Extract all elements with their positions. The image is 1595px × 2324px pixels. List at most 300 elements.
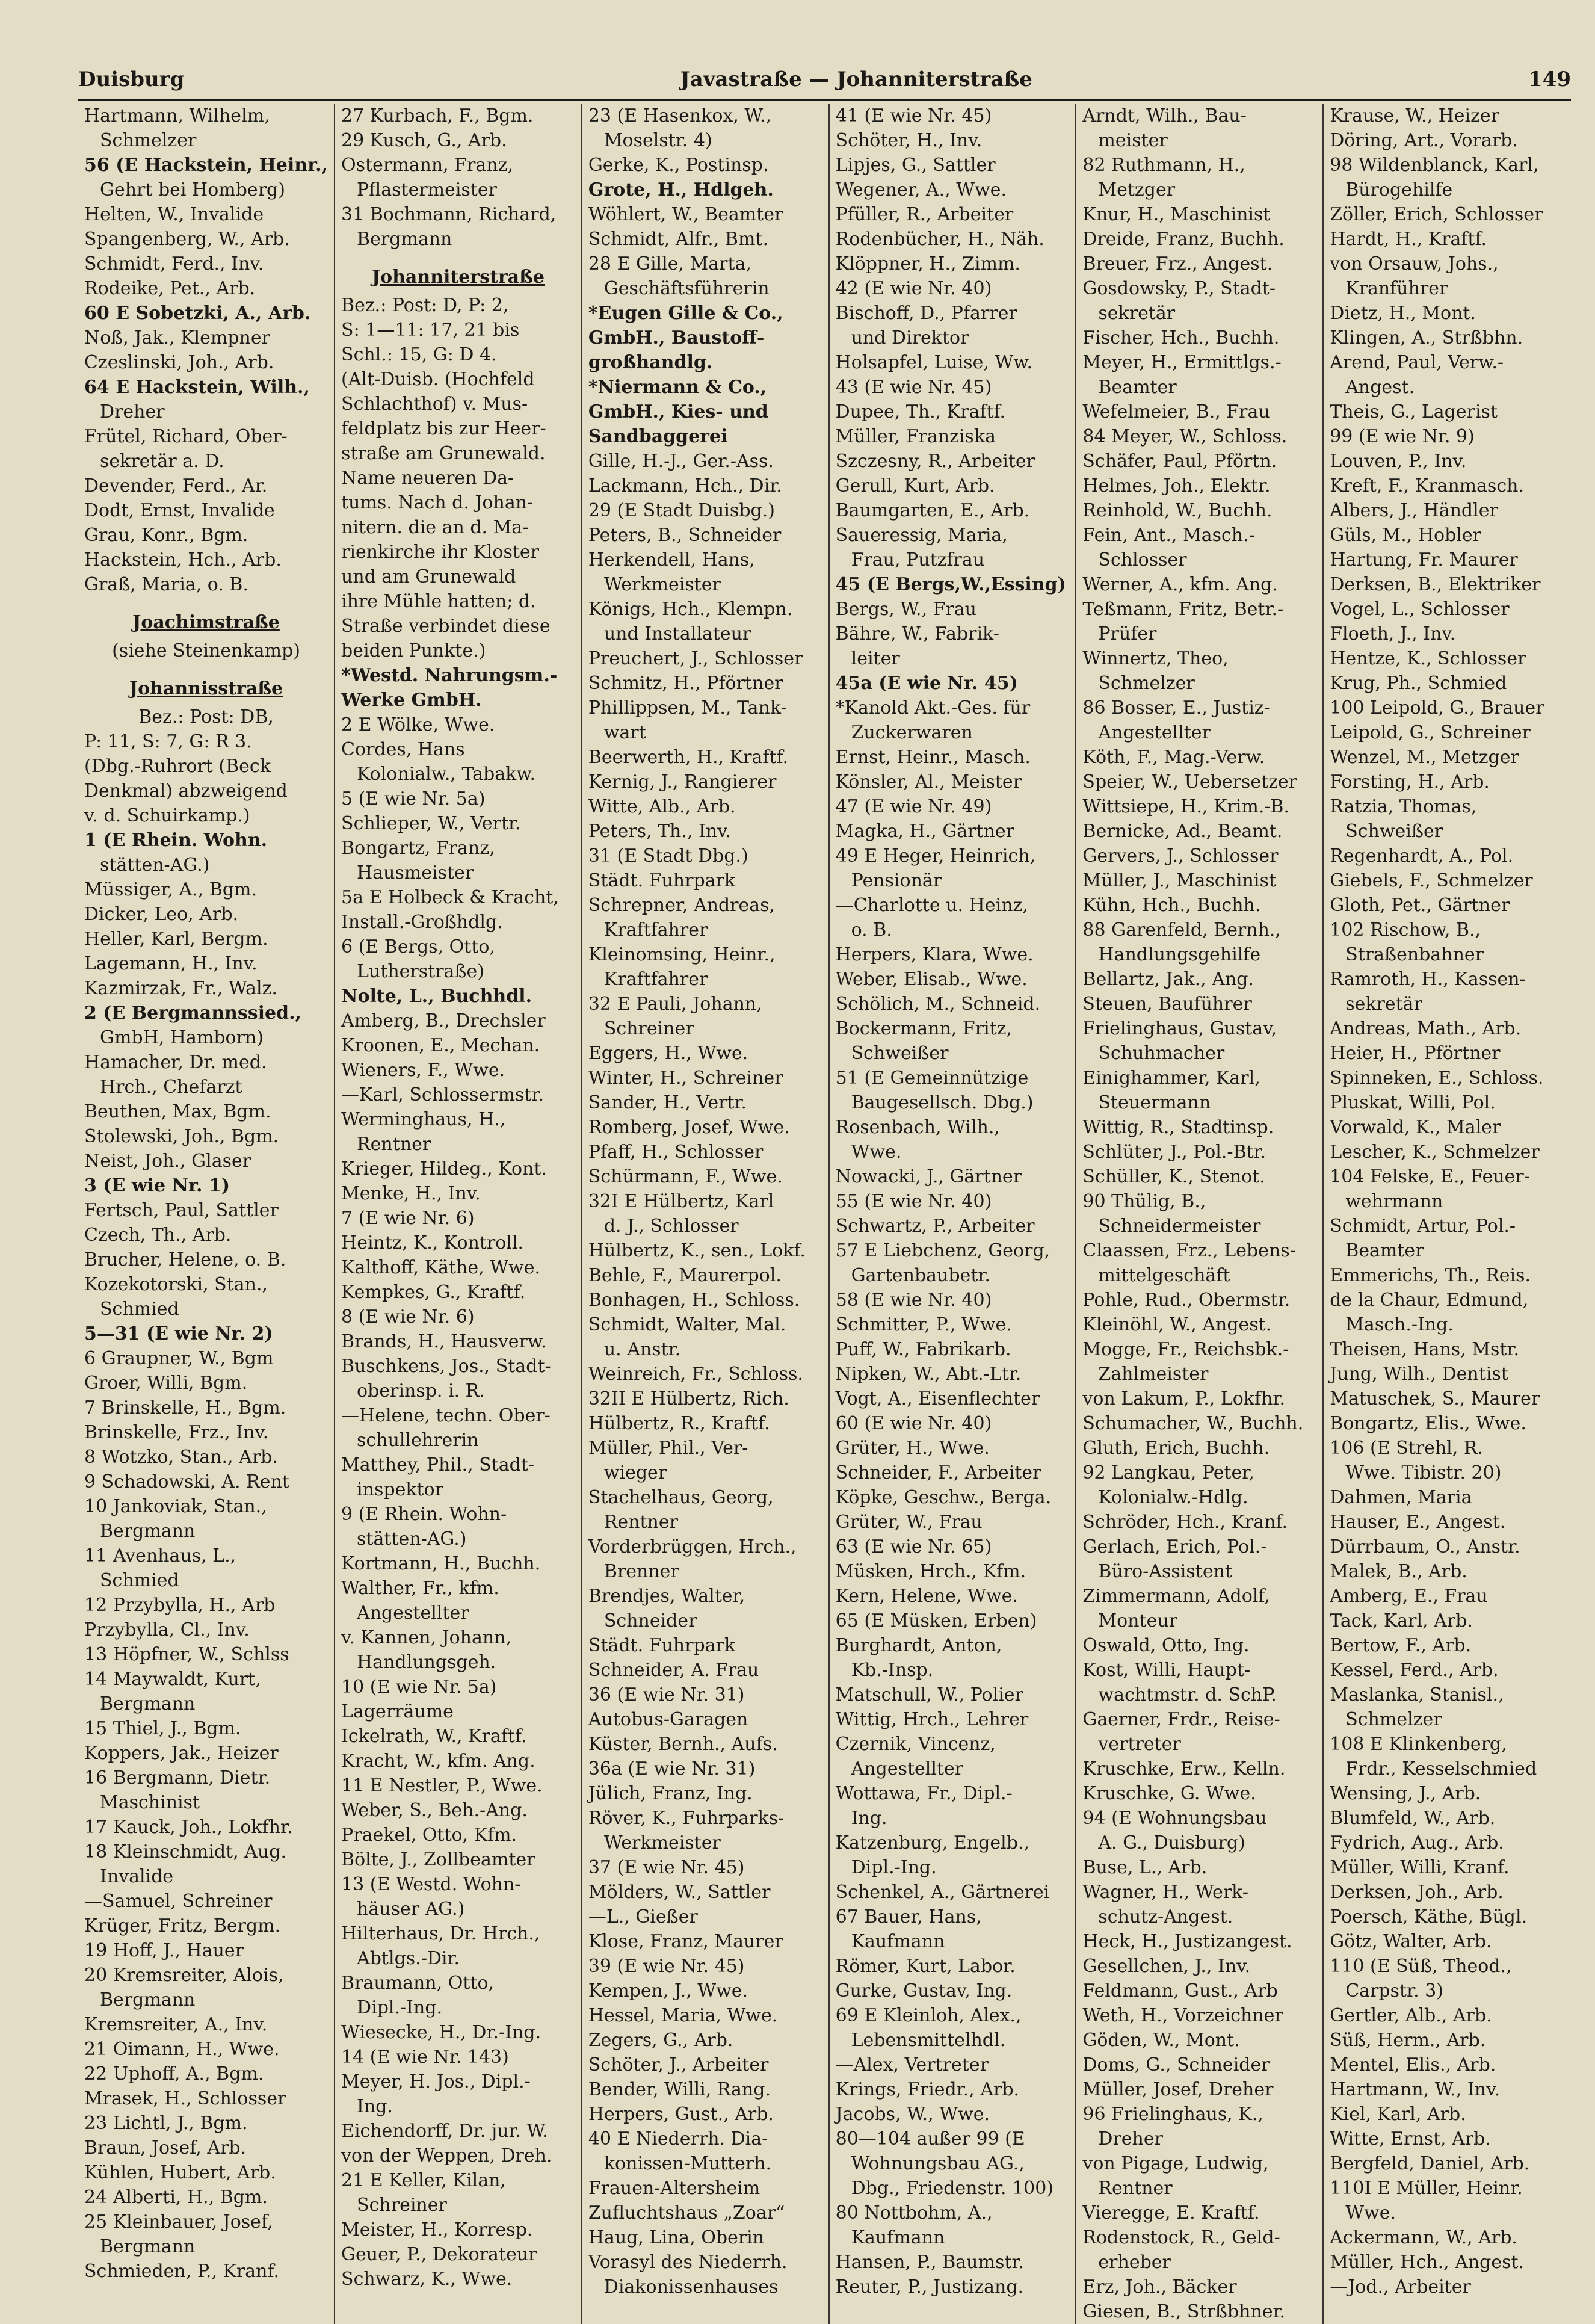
street-heading: Johanniterstraße xyxy=(371,267,545,288)
directory-line: 28 E Gille, Marta, xyxy=(588,253,751,274)
directory-line: Gerull, Kurt, Arb. xyxy=(835,475,995,496)
directory-line: konissen-Mutterh. xyxy=(603,2153,772,2174)
directory-line: Frauen-Altersheim xyxy=(588,2178,760,2199)
directory-line: Kraftfahrer xyxy=(603,919,708,941)
directory-line: Könsler, Al., Meister xyxy=(835,771,1022,793)
directory-line: Schlachthof) v. Mus- xyxy=(341,394,528,415)
directory-line: Wiesecke, H., Dr.-Ing. xyxy=(341,2022,541,2043)
directory-line: Wegener, A., Wwe. xyxy=(835,179,1007,200)
directory-line: 110 (E Süß, Theod., xyxy=(1330,1956,1512,1977)
directory-line: 32 E Pauli, Johann, xyxy=(588,994,762,1015)
directory-line: Sander, H., Vertr. xyxy=(588,1092,747,1113)
directory-line: Regenhardt, A., Pol. xyxy=(1330,845,1514,867)
directory-line: Schlüter, J., Pol.-Btr. xyxy=(1082,1142,1266,1163)
directory-line: Schuhmacher xyxy=(1098,1043,1225,1064)
directory-line: ihre Mühle hatten; d. xyxy=(341,591,536,612)
directory-line: Matthey, Phil., Stadt- xyxy=(341,1454,535,1476)
directory-line: Hauser, E., Angest. xyxy=(1330,1512,1506,1533)
directory-line: Beamter xyxy=(1098,377,1177,398)
directory-line: Czech, Th., Arb. xyxy=(84,1225,232,1246)
directory-line: Ramroth, H., Kassen- xyxy=(1330,969,1526,990)
header-page-number: 149 xyxy=(1528,67,1571,91)
directory-line: Werkmeister xyxy=(603,574,721,595)
directory-line: Schürmann, F., Wwe. xyxy=(588,1166,783,1187)
directory-line: 37 (E wie Nr. 45) xyxy=(588,1857,745,1878)
directory-line: Masch.-Ing. xyxy=(1345,1314,1454,1335)
directory-line: Fertsch, Paul, Sattler xyxy=(84,1200,279,1221)
directory-line: 22 Uphoff, A., Bgm. xyxy=(84,2063,264,2084)
directory-line: schullehrerin xyxy=(357,1430,479,1451)
directory-line: Fydrich, Aug., Arb. xyxy=(1330,1832,1504,1853)
directory-line: Weber, S., Beh.-Ang. xyxy=(341,1800,528,1821)
directory-line: Moselstr. 4) xyxy=(603,130,712,151)
directory-line: Noß, Jak., Klempner xyxy=(84,327,270,348)
directory-line: 16 Bergmann, Dietr. xyxy=(84,1767,271,1788)
directory-line: Bellartz, Jak., Ang. xyxy=(1082,969,1254,990)
directory-line: stätten-AG.) xyxy=(100,855,210,876)
directory-line: Krieger, Hildeg., Kont. xyxy=(341,1158,547,1179)
directory-line: Floeth, J., Inv. xyxy=(1330,623,1456,644)
directory-line: Dipl.-Ing. xyxy=(357,1997,443,2018)
directory-line: Ackermann, W., Arb. xyxy=(1330,2227,1517,2248)
directory-line: 11 Avenhaus, L., xyxy=(84,1545,236,1566)
directory-line: Wittig, R., Stadtinsp. xyxy=(1082,1117,1274,1138)
directory-line: Schölich, M., Schneid. xyxy=(835,994,1041,1015)
directory-line: Hamacher, Dr. med. xyxy=(84,1052,267,1073)
directory-line: 13 (E Westd. Wohn- xyxy=(341,1874,521,1895)
directory-line: Cordes, Hans xyxy=(341,739,465,760)
directory-line: Lutherstraße) xyxy=(357,961,484,982)
directory-line: Arend, Paul, Verw.- xyxy=(1330,352,1504,373)
directory-line: straße am Grunewald. xyxy=(341,443,546,464)
directory-line: Name neueren Da- xyxy=(341,468,514,489)
directory-line: Jacobs, W., Wwe. xyxy=(835,2104,990,2125)
directory-line: Hülbertz, R., Kraftf. xyxy=(588,1413,770,1434)
directory-line: Kraftfahrer xyxy=(603,969,708,990)
directory-line: 60 (E wie Nr. 40) xyxy=(835,1413,992,1434)
directory-line: 10 Jankoviak, Stan., xyxy=(84,1496,267,1517)
directory-line: Abtlgs.-Dir. xyxy=(357,1948,460,1969)
directory-line: Albers, J., Händler xyxy=(1330,500,1498,521)
directory-line: 80—104 außer 99 (E xyxy=(835,2128,1025,2149)
directory-line: Giebels, F., Schmelzer xyxy=(1330,870,1533,891)
directory-line: 12 Przybylla, H., Arb xyxy=(84,1595,276,1616)
directory-line: 23 Lichtl, J., Bgm. xyxy=(84,2113,248,2134)
directory-line: Gille, H.-J., Ger.-Ass. xyxy=(588,451,774,472)
directory-line: Helmes, Joh., Elektr. xyxy=(1082,475,1271,496)
directory-line: nitern. die an d. Ma- xyxy=(341,517,529,538)
directory-line: Rentner xyxy=(357,1134,431,1155)
directory-line: u. Anstr. xyxy=(603,1339,681,1360)
directory-line: Müller, J., Maschinist xyxy=(1082,870,1276,891)
directory-line: Devender, Ferd., Ar. xyxy=(84,475,268,496)
directory-line: tums. Nach d. Johan- xyxy=(341,492,534,513)
directory-line: *Eugen Gille & Co., xyxy=(588,303,783,324)
directory-line: Rentner xyxy=(603,1512,678,1533)
directory-line: Dietz, H., Mont. xyxy=(1330,303,1476,324)
directory-line: Schöter, J., Arbeiter xyxy=(588,2054,769,2075)
directory-line: Hackstein, Hch., Arb. xyxy=(84,549,282,570)
directory-line: Graß, Maria, o. B. xyxy=(84,574,248,595)
directory-line: 106 (E Strehl, R. xyxy=(1330,1438,1483,1459)
directory-line: Römer, Kurt, Labor. xyxy=(835,1956,1016,1977)
directory-line: Kolonialw.-Hdlg. xyxy=(1098,1487,1248,1508)
directory-line: Grüter, W., Frau xyxy=(835,1512,983,1533)
directory-line: Kb.-Insp. xyxy=(851,1660,934,1681)
directory-line: Schneider, A. Frau xyxy=(588,1660,759,1681)
directory-line: Gehrt bei Homberg) xyxy=(100,179,285,200)
directory-line: Winnertz, Theo, xyxy=(1082,648,1229,669)
directory-line: von Pigage, Ludwig, xyxy=(1082,2153,1269,2174)
directory-line: Hausmeister xyxy=(357,862,474,883)
directory-line: Nolte, L., Buchhdl. xyxy=(341,986,532,1007)
directory-line: 5a E Holbeck & Kracht, xyxy=(341,887,559,908)
directory-line: Monteur xyxy=(1098,1610,1177,1631)
directory-line: 8 (E wie Nr. 6) xyxy=(341,1306,475,1327)
header-rule xyxy=(78,99,1571,101)
directory-line: Jülich, Franz, Ing. xyxy=(588,1783,753,1804)
directory-line: Theis, G., Lagerist xyxy=(1330,401,1498,422)
directory-line: Nipken, W., Abt.-Ltr. xyxy=(835,1364,1022,1385)
directory-line: Menke, H., Inv. xyxy=(341,1183,481,1204)
directory-line: v. Kannen, Johann, xyxy=(341,1627,512,1648)
directory-line: Klingen, A., Strßbhn. xyxy=(1330,327,1523,348)
directory-line: Matschull, W., Polier xyxy=(835,1684,1023,1705)
directory-line: Autobus-Garagen xyxy=(588,1709,748,1730)
directory-line: 64 E Hackstein, Wilh., xyxy=(84,377,310,398)
directory-line: leiter xyxy=(851,648,900,669)
directory-line: Schenkel, A., Gärtnerei xyxy=(835,1882,1050,1903)
directory-line: Kreft, F., Kranmasch. xyxy=(1330,475,1525,496)
directory-line: Gesellchen, J., Inv. xyxy=(1082,1956,1251,1977)
directory-line: Nowacki, J., Gärtner xyxy=(835,1166,1022,1187)
directory-line: Reuter, P., Justizang. xyxy=(835,2276,1024,2298)
directory-line: Maslanka, Stanisl., xyxy=(1330,1684,1504,1705)
directory-line: 45 (E Bergs,W.,Essing) xyxy=(835,574,1066,595)
directory-line: Kernig, J., Rangierer xyxy=(588,771,777,793)
directory-line: Kern, Helene, Wwe. xyxy=(835,1586,1018,1607)
directory-line: Emmerichs, Th., Reis. xyxy=(1330,1265,1531,1286)
directory-line: Forsting, H., Arb. xyxy=(1330,771,1490,793)
directory-line: 18 Kleinschmidt, Aug. xyxy=(84,1841,287,1862)
directory-line: Gerlach, Erich, Pol.- xyxy=(1082,1536,1267,1557)
directory-line: 98 Wildenblanck, Karl, xyxy=(1330,155,1539,176)
directory-line: Schneidermeister xyxy=(1098,1216,1261,1237)
directory-line: Vogt, A., Eisenflechter xyxy=(835,1388,1040,1409)
directory-line: Schmieden, P., Kranf. xyxy=(84,2261,280,2282)
directory-line: Schreiner xyxy=(603,1018,694,1039)
directory-line: 86 Bosser, E., Justiz- xyxy=(1082,697,1270,719)
directory-line: erheber xyxy=(1098,2252,1171,2273)
directory-line: Baugesellsch. Dbg.) xyxy=(851,1092,1034,1113)
directory-line: 58 (E wie Nr. 40) xyxy=(835,1290,992,1311)
directory-line: Buse, L., Arb. xyxy=(1082,1857,1208,1878)
directory-line: Werner, A., kfm. Ang. xyxy=(1082,574,1278,595)
directory-line: von Lakum, P., Lokfhr. xyxy=(1082,1388,1285,1409)
directory-line: Tack, Karl, Arb. xyxy=(1330,1610,1473,1631)
directory-line: 104 Felske, E., Feuer- xyxy=(1330,1166,1530,1187)
directory-line: Lackmann, Hch., Dir. xyxy=(588,475,782,496)
directory-line: 36 (E wie Nr. 31) xyxy=(588,1684,745,1705)
directory-line: Kortmann, H., Buchh. xyxy=(341,1553,541,1574)
directory-line: Schwarz, K., Wwe. xyxy=(341,2269,513,2290)
directory-line: 20 Kremsreiter, Alois, xyxy=(84,1965,284,1986)
directory-line: P: 11, S: 7, G: R 3. xyxy=(84,731,252,752)
directory-line: 56 (E Hackstein, Heinr., xyxy=(84,155,329,176)
directory-line: Kühlen, Hubert, Arb. xyxy=(84,2162,276,2183)
directory-line: wart xyxy=(603,722,646,743)
directory-line: Rodeike, Pet., Arb. xyxy=(84,278,256,299)
directory-line: Hartmann, W., Inv. xyxy=(1330,2079,1500,2100)
directory-line: Rentner xyxy=(1098,2178,1173,2199)
directory-line: 14 Maywaldt, Kurt, xyxy=(84,1669,261,1690)
directory-line: —Karl, Schlossermstr. xyxy=(341,1084,545,1105)
directory-line: A. G., Duisburg) xyxy=(1098,1832,1245,1853)
directory-line: Bonhagen, H., Schloss. xyxy=(588,1290,800,1311)
directory-line: Pluskat, Willi, Pol. xyxy=(1330,1092,1496,1113)
directory-line: Louven, P., Inv. xyxy=(1330,451,1467,472)
directory-line: Oswald, Otto, Ing. xyxy=(1082,1635,1250,1656)
directory-line: Kruschke, Erw., Kelln. xyxy=(1082,1758,1286,1779)
directory-line: Install.-Großhdlg. xyxy=(341,912,503,933)
directory-line: Schumacher, W., Buchh. xyxy=(1082,1413,1304,1434)
directory-line: Przybylla, Cl., Inv. xyxy=(84,1619,250,1640)
directory-line: schutz-Angest. xyxy=(1098,1906,1233,1927)
directory-line: Derksen, Joh., Arb. xyxy=(1330,1882,1504,1903)
directory-line: Brenner xyxy=(603,1561,679,1582)
directory-line: Meyer, H. Jos., Dipl.- xyxy=(341,2071,531,2092)
directory-line: 23 (E Hasenkox, W., xyxy=(588,105,772,126)
directory-line: Beamter xyxy=(1345,1240,1424,1261)
directory-line: Rodenbücher, H., Näh. xyxy=(835,229,1044,250)
directory-line: Zöller, Erich, Schlosser xyxy=(1330,204,1543,225)
directory-line: Bergfeld, Daniel, Arb. xyxy=(1330,2153,1530,2174)
directory-line: Walther, Fr., kfm. xyxy=(341,1578,499,1599)
directory-line: 102 Rischow, B., xyxy=(1330,919,1481,941)
directory-line: 11 E Nestler, P., Wwe. xyxy=(341,1775,543,1796)
directory-line: 13 Höpfner, W., Schlss xyxy=(84,1644,289,1665)
directory-line: Feldmann, Gust., Arb xyxy=(1082,1980,1278,2001)
directory-line: Pflastermeister xyxy=(357,179,498,200)
directory-line: Schmitter, P., Wwe. xyxy=(835,1314,1012,1335)
directory-line: Herpers, Gust., Arb. xyxy=(588,2104,774,2125)
directory-line: Wottawa, Fr., Dipl.- xyxy=(835,1783,1013,1804)
directory-line: (siehe Steinenkamp) xyxy=(112,640,300,661)
directory-line: 60 E Sobetzki, A., Arb. xyxy=(84,303,311,324)
directory-line: Buschkens, Jos., Stadt- xyxy=(341,1356,551,1377)
directory-line: Behle, F., Maurerpol. xyxy=(588,1265,782,1286)
directory-line: *Kanold Akt.-Ges. für xyxy=(835,697,1031,719)
directory-line: Städt. Fuhrpark xyxy=(588,1635,736,1656)
directory-line: Burghardt, Anton, xyxy=(835,1635,1002,1656)
directory-line: Beuthen, Max, Bgm. xyxy=(84,1101,271,1122)
directory-line: Holsapfel, Luise, Ww. xyxy=(835,352,1033,373)
directory-line: Schlosser xyxy=(1098,549,1187,570)
directory-line: und Direktor xyxy=(851,327,969,348)
directory-line: Gaerner, Frdr., Reise- xyxy=(1082,1709,1280,1730)
directory-line: Schmied xyxy=(100,1570,179,1591)
directory-line: und Installateur xyxy=(603,623,751,644)
directory-line: Köth, F., Mag.-Verw. xyxy=(1082,747,1265,768)
directory-line: 57 E Liebchenz, Georg, xyxy=(835,1240,1050,1261)
directory-line: 31 Bochmann, Richard, xyxy=(341,204,557,225)
directory-line: Dipl.-Ing. xyxy=(851,1857,937,1878)
street-heading: Johannisstraße xyxy=(129,678,283,699)
directory-line: Wittsiepe, H., Krim.-B. xyxy=(1082,796,1290,817)
directory-line: Stolewski, Joh., Bgm. xyxy=(84,1126,279,1147)
directory-line: Angest. xyxy=(1345,377,1415,398)
directory-line: Zahlmeister xyxy=(1098,1364,1209,1385)
directory-line: Gosdowsky, P., Stadt- xyxy=(1082,278,1276,299)
directory-line: Kremsreiter, A., Inv. xyxy=(84,2014,268,2035)
header-street-range: Javastraße — Johanniterstraße xyxy=(680,67,1032,91)
directory-line: 9 (E Rhein. Wohn- xyxy=(341,1504,507,1525)
directory-line: Groer, Willi, Bgm. xyxy=(84,1373,248,1394)
directory-line: Röver, K., Fuhrparks- xyxy=(588,1808,785,1829)
directory-line: Braun, Josef, Arb. xyxy=(84,2137,247,2159)
directory-line: 36a (E wie Nr. 31) xyxy=(588,1758,756,1779)
directory-line: Vogel, L., Schlosser xyxy=(1330,599,1510,620)
directory-line: Ostermann, Franz, xyxy=(341,155,513,176)
directory-line: Lebensmittelhdl. xyxy=(851,2030,1006,2051)
directory-line: sekretär xyxy=(1345,994,1422,1015)
directory-line: Meyer, H., Ermittlgs.- xyxy=(1082,352,1282,373)
directory-line: Kühn, Hch., Buchh. xyxy=(1082,895,1261,916)
directory-line: Hardt, H., Kraftf. xyxy=(1330,229,1487,250)
directory-line: Phillippsen, M., Tank- xyxy=(588,697,787,719)
directory-line: Döring, Art., Vorarb. xyxy=(1330,130,1518,151)
directory-line: Jung, Wilh., Dentist xyxy=(1330,1364,1508,1385)
directory-line: Magka, H., Gärtner xyxy=(835,821,1015,842)
directory-line: 21 E Keller, Kilan, xyxy=(341,2170,506,2191)
directory-line: 7 (E wie Nr. 6) xyxy=(341,1208,475,1229)
directory-line: Doms, G., Schneider xyxy=(1082,2054,1270,2075)
directory-line: *Niermann & Co., xyxy=(588,377,767,398)
directory-line: Wwe. xyxy=(851,1142,902,1163)
directory-line: Dreher xyxy=(100,401,165,422)
directory-line: meister xyxy=(1098,130,1168,151)
directory-line: Wenzel, M., Metzger xyxy=(1330,747,1519,768)
directory-line: Dbg., Friedenstr. 100) xyxy=(851,2178,1054,2199)
directory-line: Brendjes, Walter, xyxy=(588,1586,745,1607)
directory-line: Claassen, Frz., Lebens- xyxy=(1082,1240,1296,1261)
directory-line: Köpke, Geschw., Berga. xyxy=(835,1487,1052,1508)
directory-line: 88 Garenfeld, Bernh., xyxy=(1082,919,1281,941)
directory-line: —Samuel, Schreiner xyxy=(84,1891,273,1912)
directory-line: Brands, H., Hausverw. xyxy=(341,1331,547,1352)
directory-line: Bergs, W., Frau xyxy=(835,599,976,620)
directory-line: Fischer, Hch., Buchh. xyxy=(1082,327,1280,348)
directory-line: Zimmermann, Adolf, xyxy=(1082,1586,1270,1607)
directory-line: von Orsauw, Johs., xyxy=(1330,253,1499,274)
directory-line: Krug, Ph., Schmied xyxy=(1330,673,1507,694)
directory-line: Bertow, F., Arb. xyxy=(1330,1635,1472,1656)
directory-line: Kaufmann xyxy=(851,2227,945,2248)
directory-line: Heier, H., Pförtner xyxy=(1330,1043,1501,1064)
directory-line: rienkirche ihr Kloster xyxy=(341,542,539,563)
directory-line: 24 Alberti, H., Bgm. xyxy=(84,2187,268,2208)
directory-line: Czeslinski, Joh., Arb. xyxy=(84,352,274,373)
directory-line: Kleinöhl, W., Angest. xyxy=(1082,1314,1272,1335)
directory-line: Ernst, Heinr., Masch. xyxy=(835,747,1031,768)
directory-line: 15 Thiel, J., Bgm. xyxy=(84,1718,241,1739)
directory-line: 2 E Wölke, Wwe. xyxy=(341,714,495,735)
directory-line: Müller, Hch., Angest. xyxy=(1330,2252,1525,2273)
directory-line: Kessel, Ferd., Arb. xyxy=(1330,1660,1499,1681)
directory-line: beiden Punkte.) xyxy=(341,640,486,661)
directory-line: 90 Thülig, B., xyxy=(1082,1191,1206,1212)
directory-line: Hartung, Fr. Maurer xyxy=(1330,549,1518,570)
column-3 xyxy=(582,104,830,2324)
directory-line: Heintz, K., Kontroll. xyxy=(341,1232,524,1253)
directory-line: Mentel, Elis., Arb. xyxy=(1330,2054,1496,2075)
directory-line: Hartmann, Wilhelm, xyxy=(84,105,270,126)
directory-line: Lescher, K., Schmelzer xyxy=(1330,1142,1540,1163)
directory-line: Bez.: Post: DB, xyxy=(138,706,274,728)
directory-line: Leipold, G., Schreiner xyxy=(1330,722,1531,743)
directory-line: 21 Oimann, H., Wwe. xyxy=(84,2039,280,2060)
directory-line: oberinsp. i. R. xyxy=(357,1380,485,1402)
directory-line: Schmied xyxy=(100,1299,179,1320)
directory-line: Kazmirzak, Fr., Walz. xyxy=(84,978,277,999)
directory-line: Prüfer xyxy=(1098,623,1157,644)
directory-line: Süß, Herm., Arb. xyxy=(1330,2030,1486,2051)
directory-line: Königs, Hch., Klempn. xyxy=(588,599,793,620)
directory-line: Diakonissenhauses xyxy=(603,2276,779,2298)
directory-line: 2 (E Bergmannssied., xyxy=(84,1003,301,1024)
directory-line: Müller, Willi, Kranf. xyxy=(1330,1857,1510,1878)
directory-line: Einighammer, Karl, xyxy=(1082,1068,1260,1089)
directory-line: Geschäftsführerin xyxy=(603,278,770,299)
directory-line: Carpstr. 3) xyxy=(1345,1980,1443,2001)
directory-line: 110I E Müller, Heinr. xyxy=(1330,2178,1523,2199)
directory-line: Dürrbaum, O., Anstr. xyxy=(1330,1536,1520,1557)
directory-line: Bez.: Post: D, P: 2, xyxy=(341,295,509,316)
directory-line: Witte, Ernst, Arb. xyxy=(1330,2128,1491,2149)
directory-line: 1 (E Rhein. Wohn. xyxy=(84,830,268,851)
directory-line: 6 (E Bergs, Otto, xyxy=(341,936,495,957)
directory-line: Saueressig, Maria, xyxy=(835,525,1008,546)
directory-line: Mogge, Fr., Reichsbk.- xyxy=(1082,1339,1289,1360)
directory-line: —Jod., Arbeiter xyxy=(1330,2276,1471,2298)
directory-line: Rosenbach, Wilh., xyxy=(835,1117,1000,1138)
directory-line: Grote, H., Hdlgeh. xyxy=(588,179,774,200)
directory-line: Denkmal) abzweigend xyxy=(84,780,288,802)
directory-line: Mrasek, H., Schlosser xyxy=(84,2088,286,2109)
directory-line: Andreas, Math., Arb. xyxy=(1330,1018,1522,1039)
directory-line: Kalthoff, Käthe, Wwe. xyxy=(341,1257,540,1278)
directory-line: Dupee, Th., Kraftf. xyxy=(835,401,1006,422)
directory-line: Wwe. Tibistr. 20) xyxy=(1345,1462,1502,1483)
directory-line: 99 (E wie Nr. 9) xyxy=(1330,426,1475,447)
directory-line: 6 Graupner, W., Bgm xyxy=(84,1348,274,1369)
directory-line: Wittig, Hrch., Lehrer xyxy=(835,1709,1029,1730)
directory-line: Schneider, F., Arbeiter xyxy=(835,1462,1041,1483)
directory-line: Frielinghaus, Gustav, xyxy=(1082,1018,1277,1039)
directory-line: Derksen, B., Elektriker xyxy=(1330,574,1541,595)
directory-line: Winter, H., Schreiner xyxy=(588,1068,783,1089)
directory-line: Baumgarten, E., Arb. xyxy=(835,500,1030,521)
directory-line: Amberg, E., Frau xyxy=(1330,1586,1488,1607)
directory-line: 9 Schadowski, A. Rent xyxy=(84,1471,289,1492)
directory-line: Kost, Willi, Haupt- xyxy=(1082,1660,1251,1681)
directory-line: Mölders, W., Sattler xyxy=(588,1882,771,1903)
column-1 xyxy=(78,104,335,2324)
directory-line: de la Chaur, Edmund, xyxy=(1330,1290,1529,1311)
directory-line: Schmelzer xyxy=(1098,673,1195,694)
directory-line: Göden, W., Mont. xyxy=(1082,2030,1240,2051)
directory-line: Straße verbindet diese xyxy=(341,616,551,637)
